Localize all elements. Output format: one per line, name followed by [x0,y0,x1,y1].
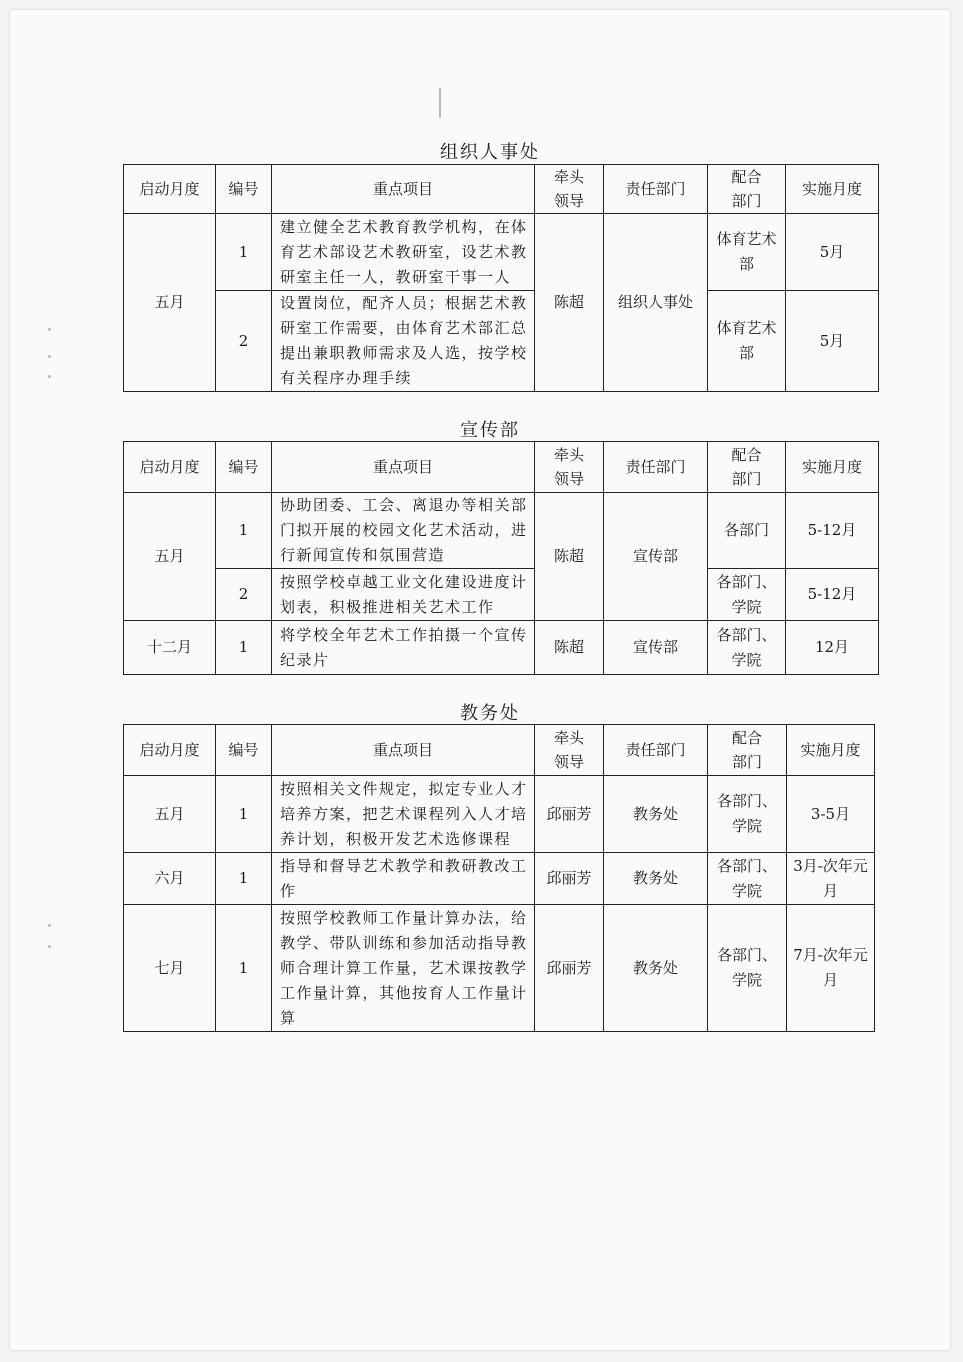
header-coop: 配合 部门 [708,165,786,214]
header-number: 编号 [216,442,272,493]
scan-artifact [48,924,51,927]
header-start-month: 启动月度 [124,165,216,214]
scan-artifact [439,88,441,118]
project-cell: 指导和督导艺术教学和教研教改工作 [272,853,535,905]
start-month-cell: 五月 [124,493,216,621]
header-lead: 牵头 领导 [535,725,604,776]
scan-artifact [48,375,51,378]
number-cell: 1 [216,853,272,905]
coop-cell: 各部门 [708,493,786,569]
header-coop: 配合 部门 [708,442,786,493]
lead-cell: 陈超 [535,621,604,675]
table-row [124,853,875,905]
project-cell: 按照学校卓越工业文化建设进度计划表，积极推进相关艺术工作 [272,569,535,621]
lead-cell: 邱丽芳 [535,853,604,905]
header-row [124,725,875,776]
table-row [124,214,879,291]
impl-month-cell: 5月 [786,291,879,392]
header-project: 重点项目 [272,725,535,776]
project-cell: 协助团委、工会、离退办等相关部门拟开展的校园文化艺术活动，进行新闻宣传和氛围营造 [272,493,535,569]
impl-month-cell: 3-5月 [787,776,875,853]
dept-cell: 宣传部 [604,493,708,621]
impl-month-cell: 12月 [786,621,879,675]
coop-cell: 各部门、学院 [708,853,787,905]
number-cell: 1 [216,493,272,569]
section-table [123,441,879,675]
lead-cell: 邱丽芳 [535,905,604,1032]
project-cell: 按照相关文件规定，拟定专业人才培养方案，把艺术课程列入人才培养计划，积极开发艺术选修课程 [272,776,535,853]
impl-month-cell: 5-12月 [786,493,879,569]
start-month-cell: 七月 [124,905,216,1032]
lead-cell: 邱丽芳 [535,776,604,853]
number-cell: 2 [216,569,272,621]
header-number: 编号 [216,165,272,214]
section-title: 组织人事处 [440,142,540,163]
start-month-cell: 五月 [124,214,216,392]
coop-cell: 各部门、学院 [708,776,787,853]
dept-cell: 教务处 [604,905,708,1032]
header-project: 重点项目 [272,165,535,214]
dept-cell: 教务处 [604,776,708,853]
project-cell: 设置岗位，配齐人员；根据艺术教研室工作需要，由体育艺术部汇总提出兼职教师需求及人选，按学校有关程序办理手续 [272,291,535,392]
table-row [124,569,879,621]
header-start-month: 启动月度 [124,442,216,493]
header-number: 编号 [216,725,272,776]
header-lead: 牵头 领导 [535,442,604,493]
start-month-cell: 十二月 [124,621,216,675]
header-dept: 责任部门 [604,725,708,776]
start-month-cell: 六月 [124,853,216,905]
section-table [123,164,879,392]
impl-month-cell: 3月-次年元月 [787,853,875,905]
coop-cell: 各部门、学院 [708,621,786,675]
scan-artifact [48,945,51,948]
number-cell: 1 [216,621,272,675]
section-title: 教务处 [460,703,520,724]
header-start-month: 启动月度 [124,725,216,776]
dept-cell: 组织人事处 [604,214,708,392]
table-row [124,493,879,569]
table-row [124,776,875,853]
coop-cell: 各部门、学院 [708,905,787,1032]
number-cell: 1 [216,905,272,1032]
start-month-cell: 五月 [124,776,216,853]
section-table [123,724,875,1032]
impl-month-cell: 5月 [786,214,879,291]
coop-cell: 体育艺术部 [708,214,786,291]
header-dept: 责任部门 [604,165,708,214]
project-cell: 建立健全艺术教育教学机构，在体育艺术部设艺术教研室，设艺术教研室主任一人，教研室干事一人 [272,214,535,291]
lead-cell: 陈超 [535,214,604,392]
dept-cell: 宣传部 [604,621,708,675]
header-row [124,165,879,214]
header-impl-month: 实施月度 [786,165,879,214]
impl-month-cell: 5-12月 [786,569,879,621]
lead-cell: 陈超 [535,493,604,621]
header-row [124,442,879,493]
project-cell: 按照学校教师工作量计算办法，给教学、带队训练和参加活动指导教师合理计算工作量，艺术课按教学工作量计算，其他按育人工作量计算 [272,905,535,1032]
scan-artifact [48,328,51,331]
impl-month-cell: 7月-次年元月 [787,905,875,1032]
number-cell: 1 [216,776,272,853]
table-row [124,905,875,1032]
coop-cell: 体育艺术部 [708,291,786,392]
project-cell: 将学校全年艺术工作拍摄一个宣传纪录片 [272,621,535,675]
number-cell: 1 [216,214,272,291]
header-dept: 责任部门 [604,442,708,493]
header-impl-month: 实施月度 [787,725,875,776]
coop-cell: 各部门、学院 [708,569,786,621]
header-lead: 牵头 领导 [535,165,604,214]
header-coop: 配合 部门 [708,725,787,776]
table-row [124,621,879,675]
header-project: 重点项目 [272,442,535,493]
scan-artifact [48,355,51,358]
header-impl-month: 实施月度 [786,442,879,493]
dept-cell: 教务处 [604,853,708,905]
table-row [124,291,879,392]
section-title: 宣传部 [460,420,520,441]
number-cell: 2 [216,291,272,392]
